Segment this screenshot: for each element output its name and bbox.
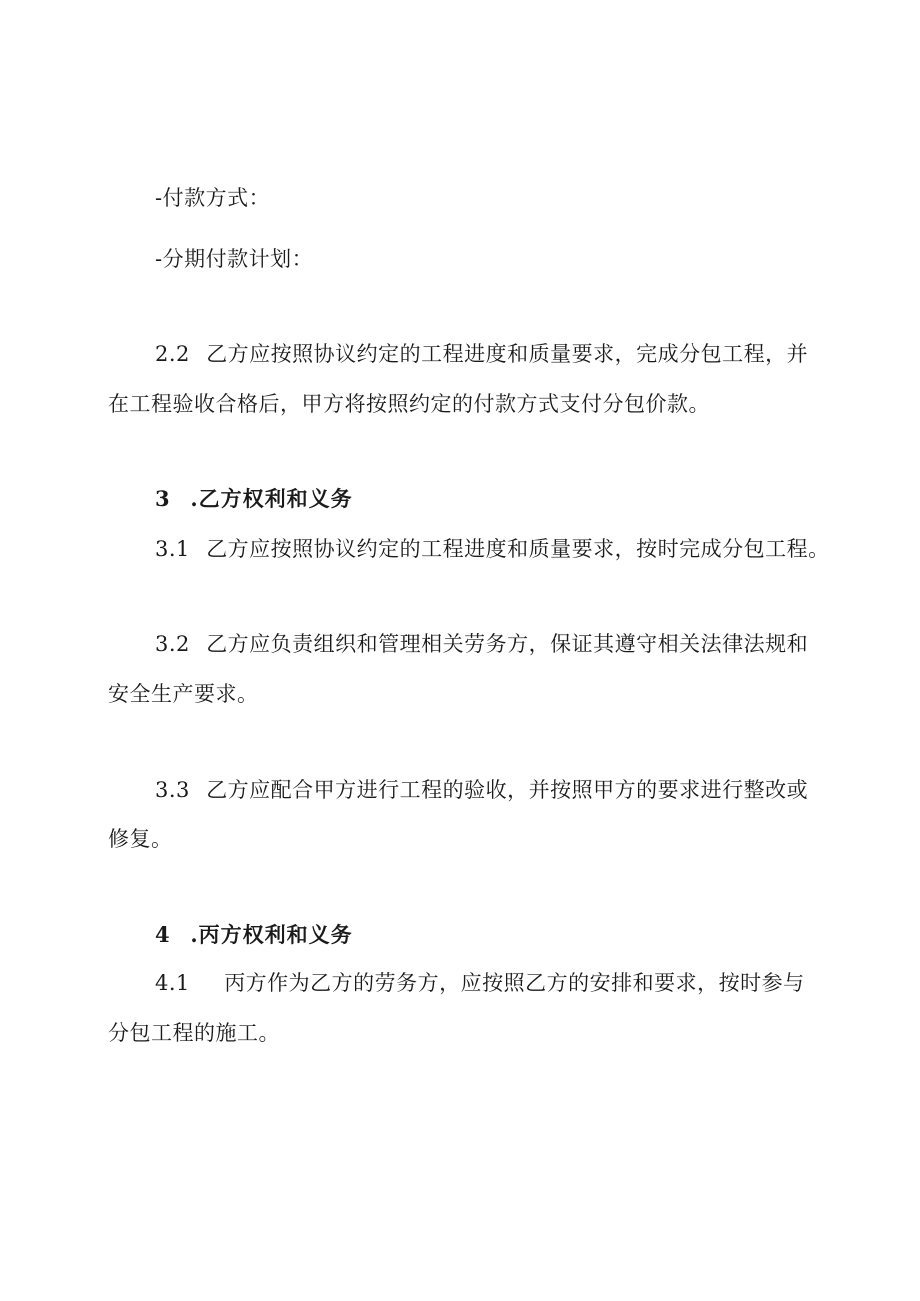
payment-method-item: -付款方式： — [155, 186, 271, 210]
clause-2-2-number: 2.2 — [155, 342, 190, 366]
clause-3-3-text-1: 乙方应配合甲方进行工程的验收，并按照甲方的要求进行整改或 — [206, 778, 809, 802]
clause-2-2-line-1 — [155, 339, 808, 369]
clause-4-1-line-2: 分包工程的施工。 — [108, 1021, 280, 1045]
section-3-heading — [155, 484, 353, 514]
section-3-title: .乙方权利和义务 — [190, 486, 353, 511]
section-4-title: .丙方权利和义务 — [190, 922, 353, 947]
clause-3-2-number: 3.2 — [155, 632, 190, 656]
clause-3-2-text-1: 乙方应负责组织和管理相关劳务方，保证其遵守相关法律法规和 — [206, 632, 809, 656]
section-4-number: 4 — [155, 922, 171, 947]
clause-3-3-line-1 — [155, 775, 808, 805]
clause-2-2-line-2: 在工程验收合格后，甲方将按照约定的付款方式支付分包价款。 — [108, 392, 710, 416]
clause-4-1-number: 4.1 — [155, 971, 190, 995]
clause-3-3-line-2: 修复。 — [108, 827, 173, 851]
clause-3-3-number: 3.3 — [155, 778, 190, 802]
clause-4-1-text-1: 丙方作为乙方的劳务方，应按照乙方的安排和要求，按时参与 — [224, 971, 805, 995]
clause-4-1-line-1 — [155, 968, 805, 998]
section-4-heading — [155, 920, 353, 950]
installment-plan-item: -分期付款计划： — [155, 247, 314, 271]
clause-3-1-line-1 — [155, 534, 830, 564]
clause-3-1-number: 3.1 — [155, 537, 190, 561]
clause-3-2-line-2: 安全生产要求。 — [108, 682, 259, 706]
clause-2-2-text-1: 乙方应按照协议约定的工程进度和质量要求，完成分包工程，并 — [206, 342, 809, 366]
section-3-number: 3 — [155, 486, 171, 511]
clause-3-1-text-1: 乙方应按照协议约定的工程进度和质量要求，按时完成分包工程。 — [206, 537, 830, 561]
clause-3-2-line-1 — [155, 629, 808, 659]
